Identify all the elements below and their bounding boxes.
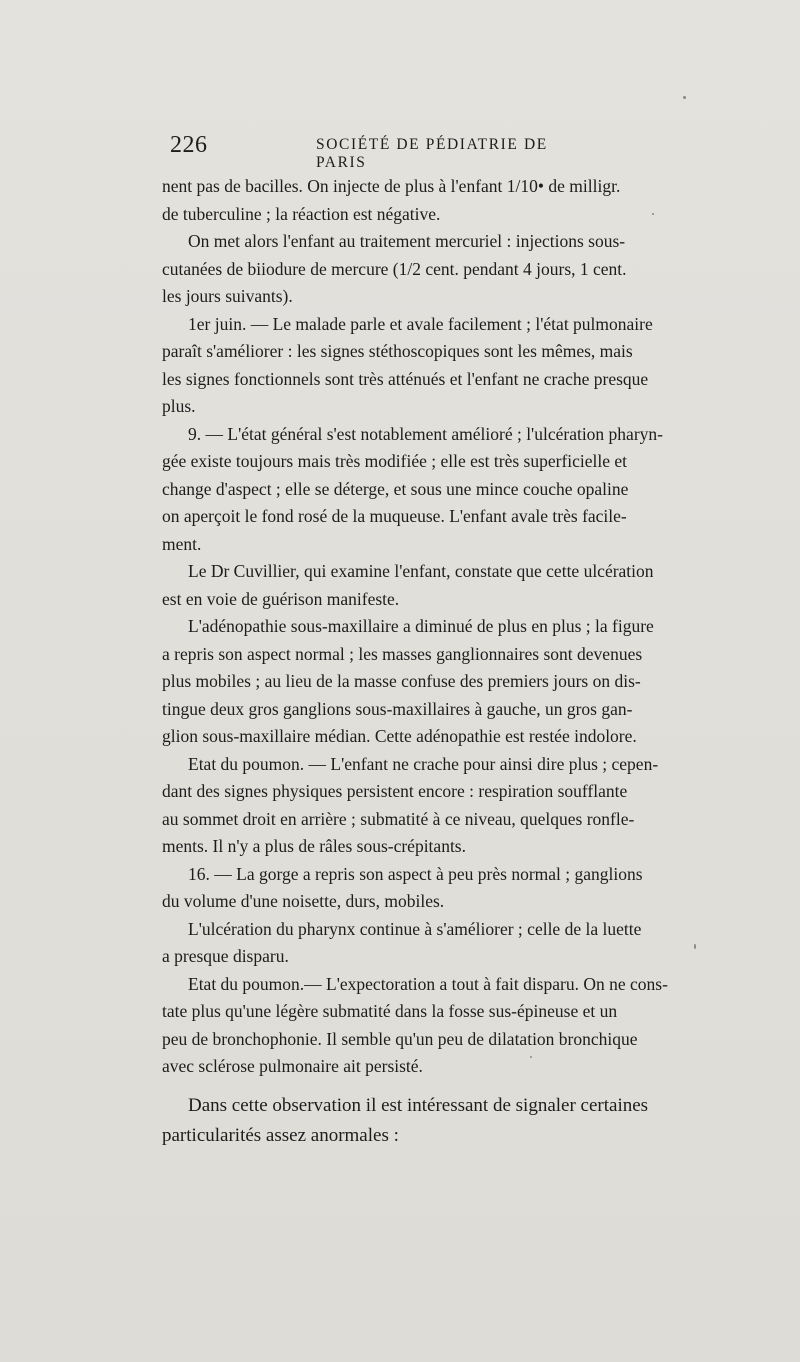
text-line: 1er juin. — Le malade parle et avale facilement ; l'état pulmonaire (188, 313, 653, 334)
text-line: on aperçoit le fond rosé de la muqueuse. L'enfant avale très facile- (162, 506, 627, 526)
paper-speck (683, 96, 686, 99)
text-line: glion sous-maxillaire médian. Cette adénopathie est restée indolore. (162, 726, 637, 746)
body-text (162, 173, 668, 1151)
text-line: tate plus qu'une légère submatité dans la fosse sus-épineuse et un (162, 1001, 618, 1021)
text-line: de tuberculine ; la réaction est négative. (162, 203, 441, 224)
text-line: est en voie de guérison manifeste. (162, 588, 400, 609)
text-line: les jours suivants). (162, 286, 293, 306)
text-line: plus mobiles ; au lieu de la masse confuse des premiers jours on dis- (162, 671, 641, 691)
text-line: plus. (162, 396, 196, 416)
text-line: avec sclérose pulmonaire ait persisté. (162, 1056, 423, 1076)
text-line: change d'aspect ; elle se déterge, et sous une mince couche opaline (162, 478, 629, 499)
paper-speck (530, 1056, 532, 1058)
text-line: Etat du poumon.— L'expectoration a tout à fait disparu. On ne cons- (188, 973, 668, 994)
text-line: ment. (162, 533, 202, 554)
text-line: Dans cette observation il est intéressant de signaler certaines (188, 1094, 649, 1116)
text-line: a presque disparu. (162, 946, 289, 966)
paper-speck (652, 213, 654, 215)
text-line: du volume d'une noisette, durs, mobiles. (162, 891, 445, 911)
text-line: paraît s'améliorer : les signes stéthoscopiques sont les mêmes, mais (162, 341, 633, 361)
text-line: On met alors l'enfant au traitement mercuriel : injections sous- (188, 231, 626, 251)
text-line: peu de bronchophonie. Il semble qu'un peu de dilatation bronchique (162, 1028, 638, 1049)
text-line: nent pas de bacilles. On injecte de plus à l'enfant 1/10• de milligr. (162, 176, 621, 196)
text-line: particularités assez anormales : (162, 1124, 399, 1146)
text-line: au sommet droit en arrière ; submatité à ce niveau, quelques ronfle- (162, 808, 635, 829)
text-line: a repris son aspect normal ; les masses ganglionnaires sont devenues (162, 643, 643, 664)
body-paragraphs (162, 173, 668, 1081)
text-line: les signes fonctionnels sont très atténués et l'enfant ne crache presque (162, 368, 649, 389)
text-line: cutanées de biiodure de mercure (1/2 cent. pendant 4 jours, 1 cent. (162, 258, 627, 279)
text-line: 16. — La gorge a repris son aspect à peu près normal ; ganglions (188, 863, 643, 884)
text-line: L'ulcération du pharynx continue à s'améliorer ; celle de la luette (188, 918, 642, 939)
text-line: Le Dr Cuvillier, qui examine l'enfant, constate que cette ulcération (188, 561, 654, 581)
text-line: Etat du poumon. — L'enfant ne crache pour ainsi dire plus ; cepen- (188, 753, 659, 774)
conclusion-paragraph (162, 1091, 649, 1151)
text-line: dant des signes physiques persistent encore : respiration soufflante (162, 781, 628, 801)
page-header (170, 132, 600, 171)
text-line: tingue deux gros ganglions sous-maxillaires à gauche, un gros gan- (162, 698, 633, 719)
page-number: 226 (170, 132, 208, 158)
text-line: 9. — L'état général s'est notablement amélioré ; l'ulcération pharyn- (188, 423, 663, 444)
text-line: gée existe toujours mais très modifiée ; elle est très superficielle et (162, 451, 628, 471)
text-line: ments. Il n'y a plus de râles sous-crépitants. (162, 836, 466, 856)
paper-speck (694, 944, 696, 949)
text-line: L'adénopathie sous-maxillaire a diminué de plus en plus ; la figure (188, 616, 654, 636)
running-head: SOCIÉTÉ DE PÉDIATRIE DE PARIS (316, 136, 548, 171)
paragraph-gap (162, 1081, 600, 1091)
